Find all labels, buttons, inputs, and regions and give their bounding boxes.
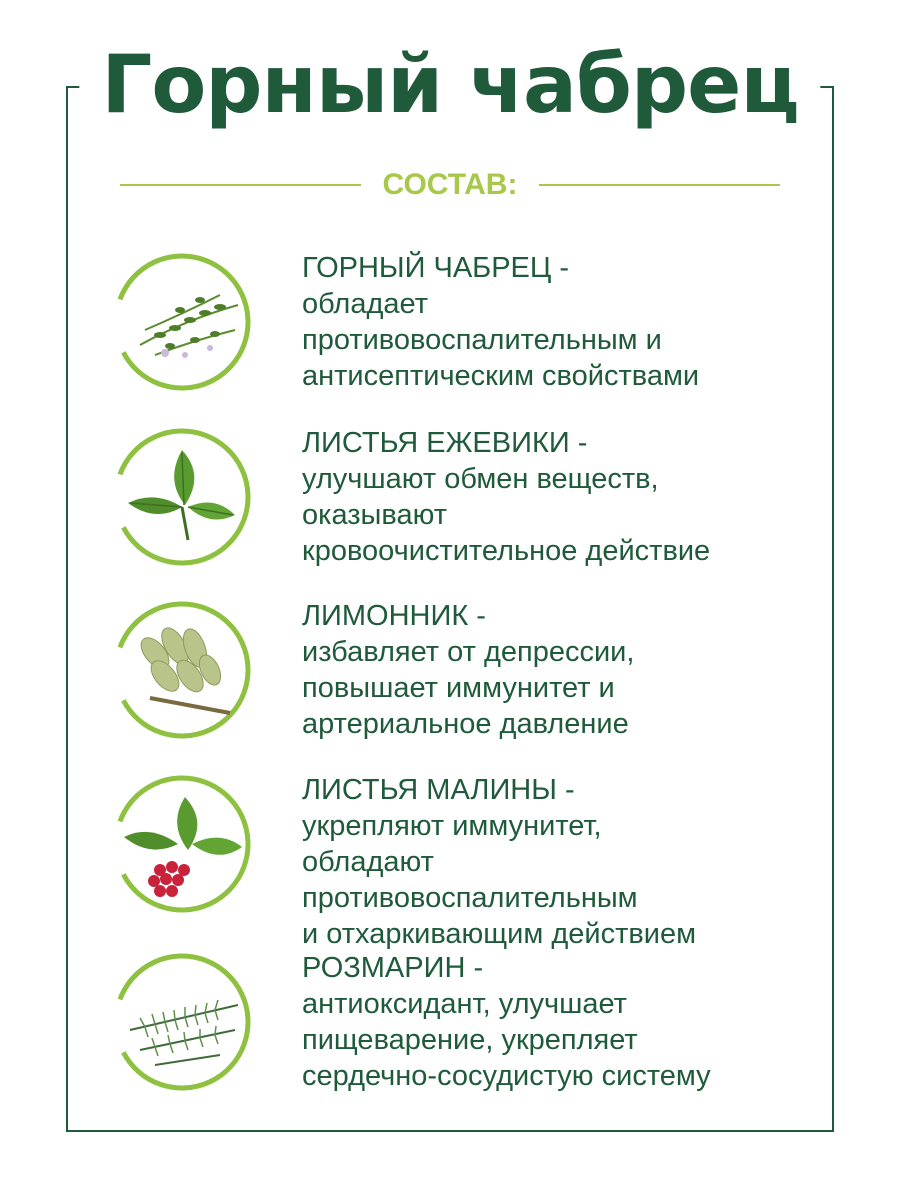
ingredient-text-raspberry: [302, 772, 812, 952]
ingredient-description: обладает противовоспалительным и антисептическим свойствами: [302, 288, 700, 392]
composition-heading: СОСТАВ:: [382, 168, 518, 201]
ingredient-name: ЛИСТЬЯ ЕЖЕВИКИ -: [302, 427, 588, 459]
blackberry-leaf-icon: [110, 425, 255, 570]
raspberry-leaf-icon: [110, 772, 255, 917]
ingredient-item-thyme: [110, 250, 830, 420]
subtitle-divider-left: [120, 184, 361, 186]
rosemary-icon: [110, 950, 255, 1095]
ingredient-name: РОЗМАРИН -: [302, 952, 484, 984]
ingredient-description: антиоксидант, улучшает пищеварение, укрепляет сердечно-сосудистую систему: [302, 988, 711, 1092]
ingredient-item-rosemary: [110, 950, 830, 1120]
ingredient-name: ЛИСТЬЯ МАЛИНЫ -: [302, 774, 575, 806]
ingredient-description: избавляет от депрессии, повышает иммунитет и артериальное давление: [302, 636, 635, 740]
subtitle-divider-right: [539, 184, 780, 186]
ingredient-name: ЛИМОННИК -: [302, 600, 486, 632]
ingredient-description: улучшают обмен веществ, оказывают кровоочистительное действие: [302, 463, 711, 567]
ingredient-text-blackberry: [302, 425, 812, 569]
page-title: Горный чабрец: [79, 30, 820, 140]
ingredient-item-raspberry: [110, 772, 830, 950]
ingredient-item-blackberry: [110, 425, 830, 595]
schisandra-icon: [110, 598, 255, 743]
ingredient-text-thyme: [302, 250, 812, 394]
thyme-icon: [110, 250, 255, 395]
ingredient-text-rosemary: [302, 950, 812, 1094]
ingredient-text-schisandra: [302, 598, 812, 742]
ingredient-item-schisandra: [110, 598, 830, 768]
ingredient-description: укрепляют иммунитет, обладают противовоспалительным и отхаркивающим действием: [302, 810, 697, 950]
subtitle-row: [120, 160, 780, 210]
ingredient-name: ГОРНЫЙ ЧАБРЕЦ -: [302, 252, 570, 284]
